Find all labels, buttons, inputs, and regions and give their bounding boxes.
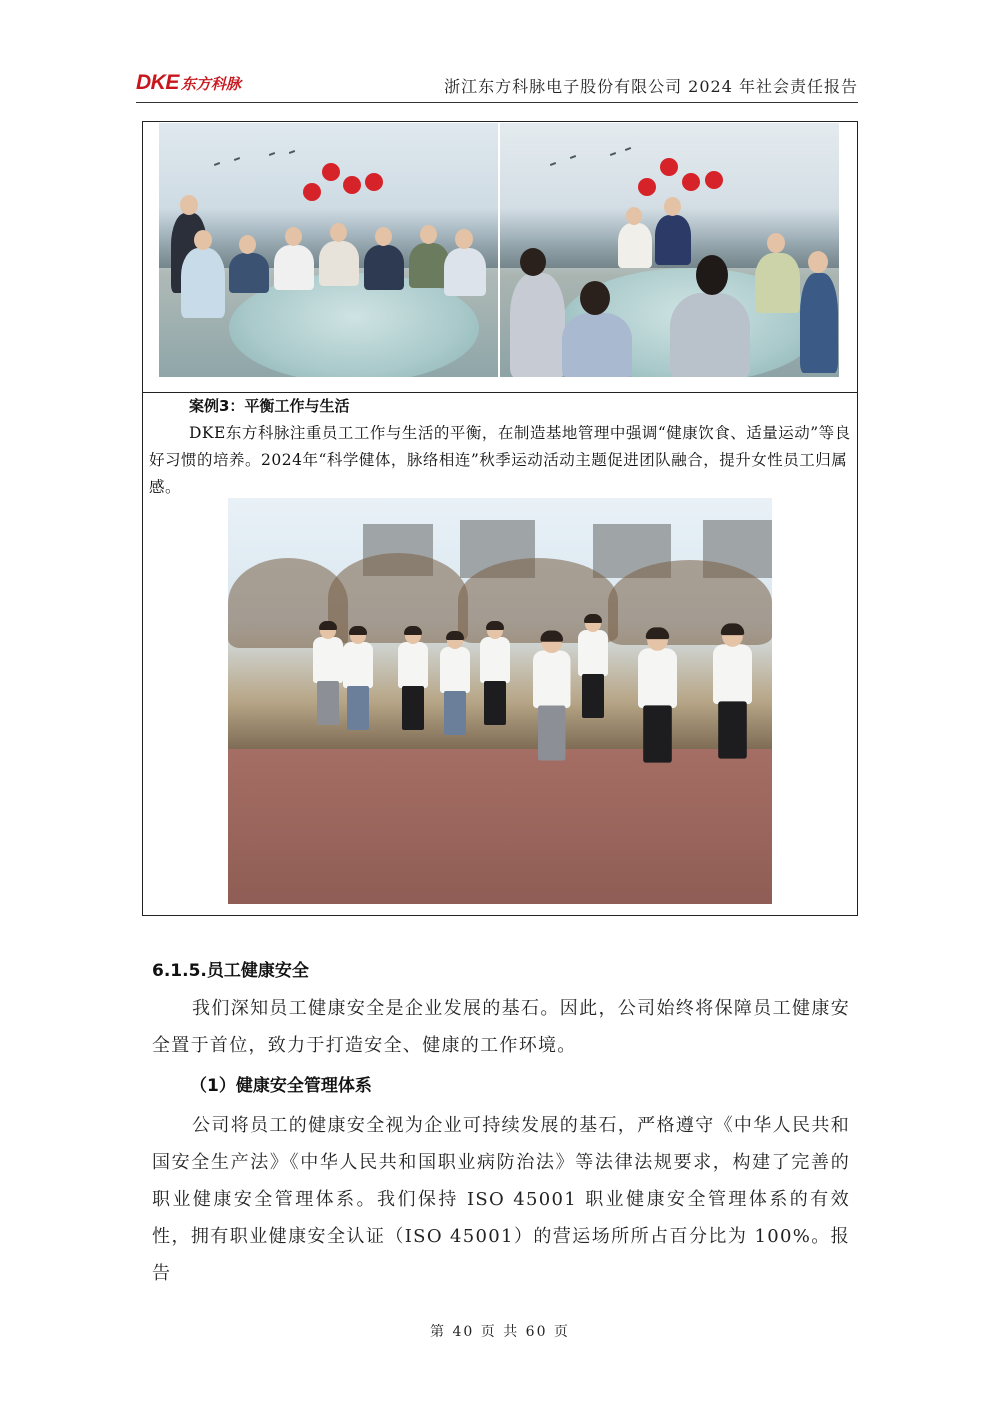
logo-mark: DKE [136, 71, 179, 94]
case-body-text: DKE东方科脉注重员工工作与生活的平衡，在制造基地管理中强调“健康饮食、适量运动”等良好习惯的培养。2024年“科学健体，脉络相连”秋季运动活动主题促进团队融合，提升女性员工归属感。 [149, 424, 851, 496]
logo-chinese-name: 东方科脉 [180, 74, 241, 93]
company-logo [136, 70, 241, 96]
header-rule [136, 102, 858, 103]
case-study-box [142, 121, 858, 916]
group-dinner-photo-left [159, 123, 498, 377]
section-intro-paragraph: 我们深知员工健康安全是企业发展的基石。因此，公司始终将保障员工健康安全置于首位，致力于打造安全、健康的工作环境。 [152, 998, 850, 1056]
page-header [136, 68, 858, 104]
group-dinner-photo-right [500, 123, 839, 377]
case-title: 案例3：平衡工作与生活 [189, 397, 350, 415]
report-title: 浙江东方科脉电子股份有限公司 2024 年社会责任报告 [444, 77, 858, 96]
case-divider [143, 392, 857, 393]
page-number: 第 40 页 共 60 页 [430, 1324, 570, 1340]
sub-heading: （1）健康安全管理体系 [190, 1076, 372, 1096]
section-body-paragraph: 公司将员工的健康安全视为企业可持续发展的基石，严格遵守《中华人民共和国安全生产法》《中华人民共和国职业病防治法》等法律法规要求，构建了完善的职业健康安全管理体系。我们保持 ISO 45001 职业健康安全管理体系的有效性，拥有职业健康安全认证（ISO 45001）的营运场所所占百分比为 100%。报告 [152, 1115, 850, 1284]
running-activity-photo [228, 498, 772, 904]
section-heading: 6.1.5.员工健康安全 [152, 961, 309, 981]
